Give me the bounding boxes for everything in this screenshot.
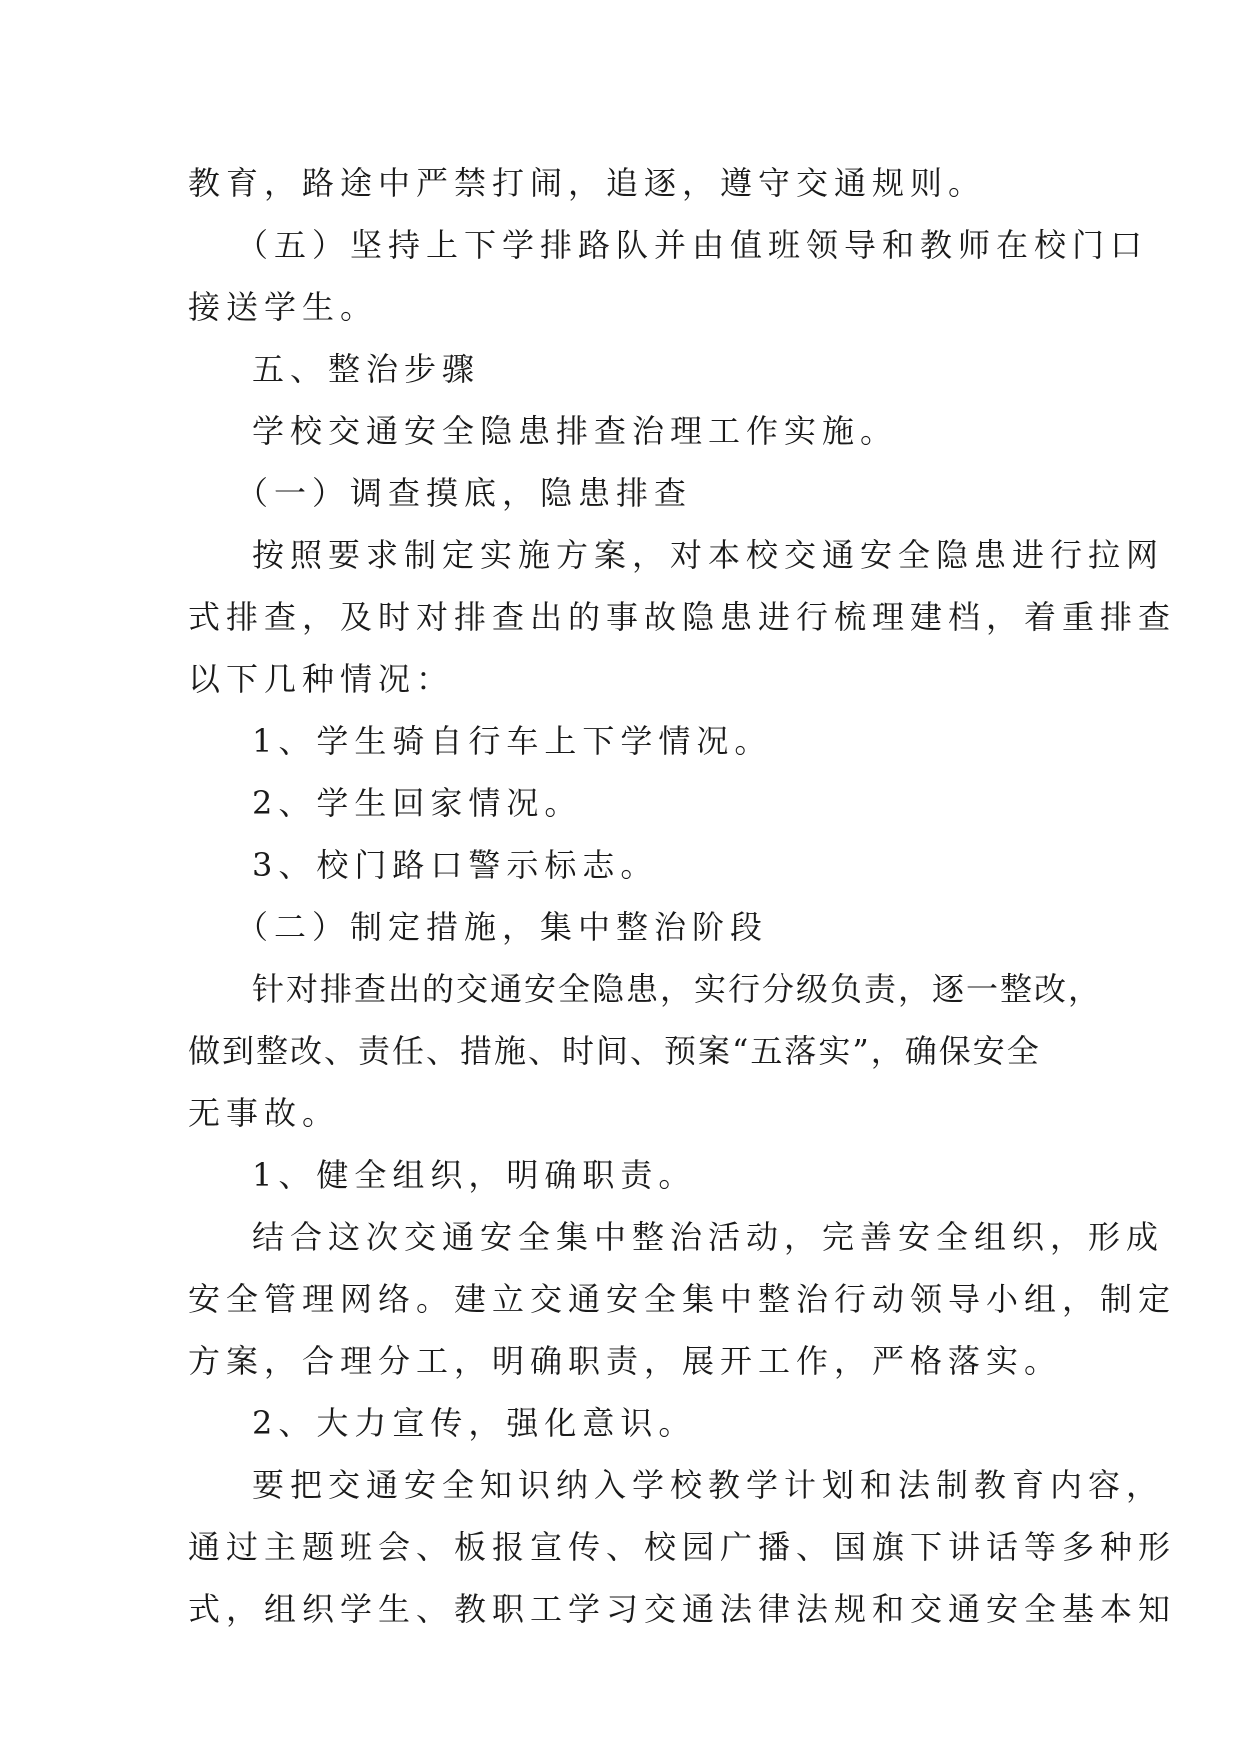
text-line: 要把交通安全知识纳入学校教学计划和法制教育内容，	[252, 1466, 1165, 1504]
text-line: （五）坚持上下学排路队并由值班领导和教师在校门口	[236, 226, 1149, 264]
subsection-heading: （一）调查摸底，隐患排查	[236, 474, 693, 512]
subsection-heading: （二）制定措施，集中整治阶段	[236, 908, 769, 946]
text-line: 教育，路途中严禁打闹，追逐，遵守交通规则。	[188, 164, 987, 202]
text-line: 安全管理网络。建立交通安全集中整治行动领导小组，制定	[188, 1280, 1177, 1318]
list-item: 1、健全组织，明确职责。	[252, 1156, 697, 1194]
text-line: 按照要求制定实施方案，对本校交通安全隐患进行拉网	[252, 536, 1165, 574]
list-item: 2、大力宣传，强化意识。	[252, 1404, 697, 1442]
text-line: 无事故。	[188, 1094, 341, 1132]
list-item: 2、学生回家情况。	[252, 784, 583, 822]
body-text	[188, 152, 1177, 1640]
text-line: 式，组织学生、教职工学习交通法律法规和交通安全基本知	[188, 1590, 1177, 1628]
section-heading: 五、整治步骤	[252, 350, 481, 388]
text-line: 通过主题班会、板报宣传、校园广播、国旗下讲话等多种形	[188, 1528, 1177, 1566]
text-line: 学校交通安全隐患排查治理工作实施。	[252, 412, 899, 450]
text-line: 针对排查出的交通安全隐患，实行分级负责，逐一整改，	[252, 970, 1103, 1008]
list-item: 1、学生骑自行车上下学情况。	[252, 722, 773, 760]
text-line: 方案，合理分工，明确职责，展开工作，严格落实。	[188, 1342, 1063, 1380]
text-line: 以下几种情况：	[188, 660, 455, 698]
text-line: 式排查，及时对排查出的事故隐患进行梳理建档，着重排查	[188, 598, 1177, 636]
text-line: 结合这次交通安全集中整治活动，完善安全组织，形成	[252, 1218, 1165, 1256]
list-item: 3、校门路口警示标志。	[252, 846, 659, 884]
text-line: 做到整改、责任、措施、时间、预案“五落实”，确保安全	[188, 1032, 1041, 1070]
text-line: 接送学生。	[188, 288, 379, 326]
